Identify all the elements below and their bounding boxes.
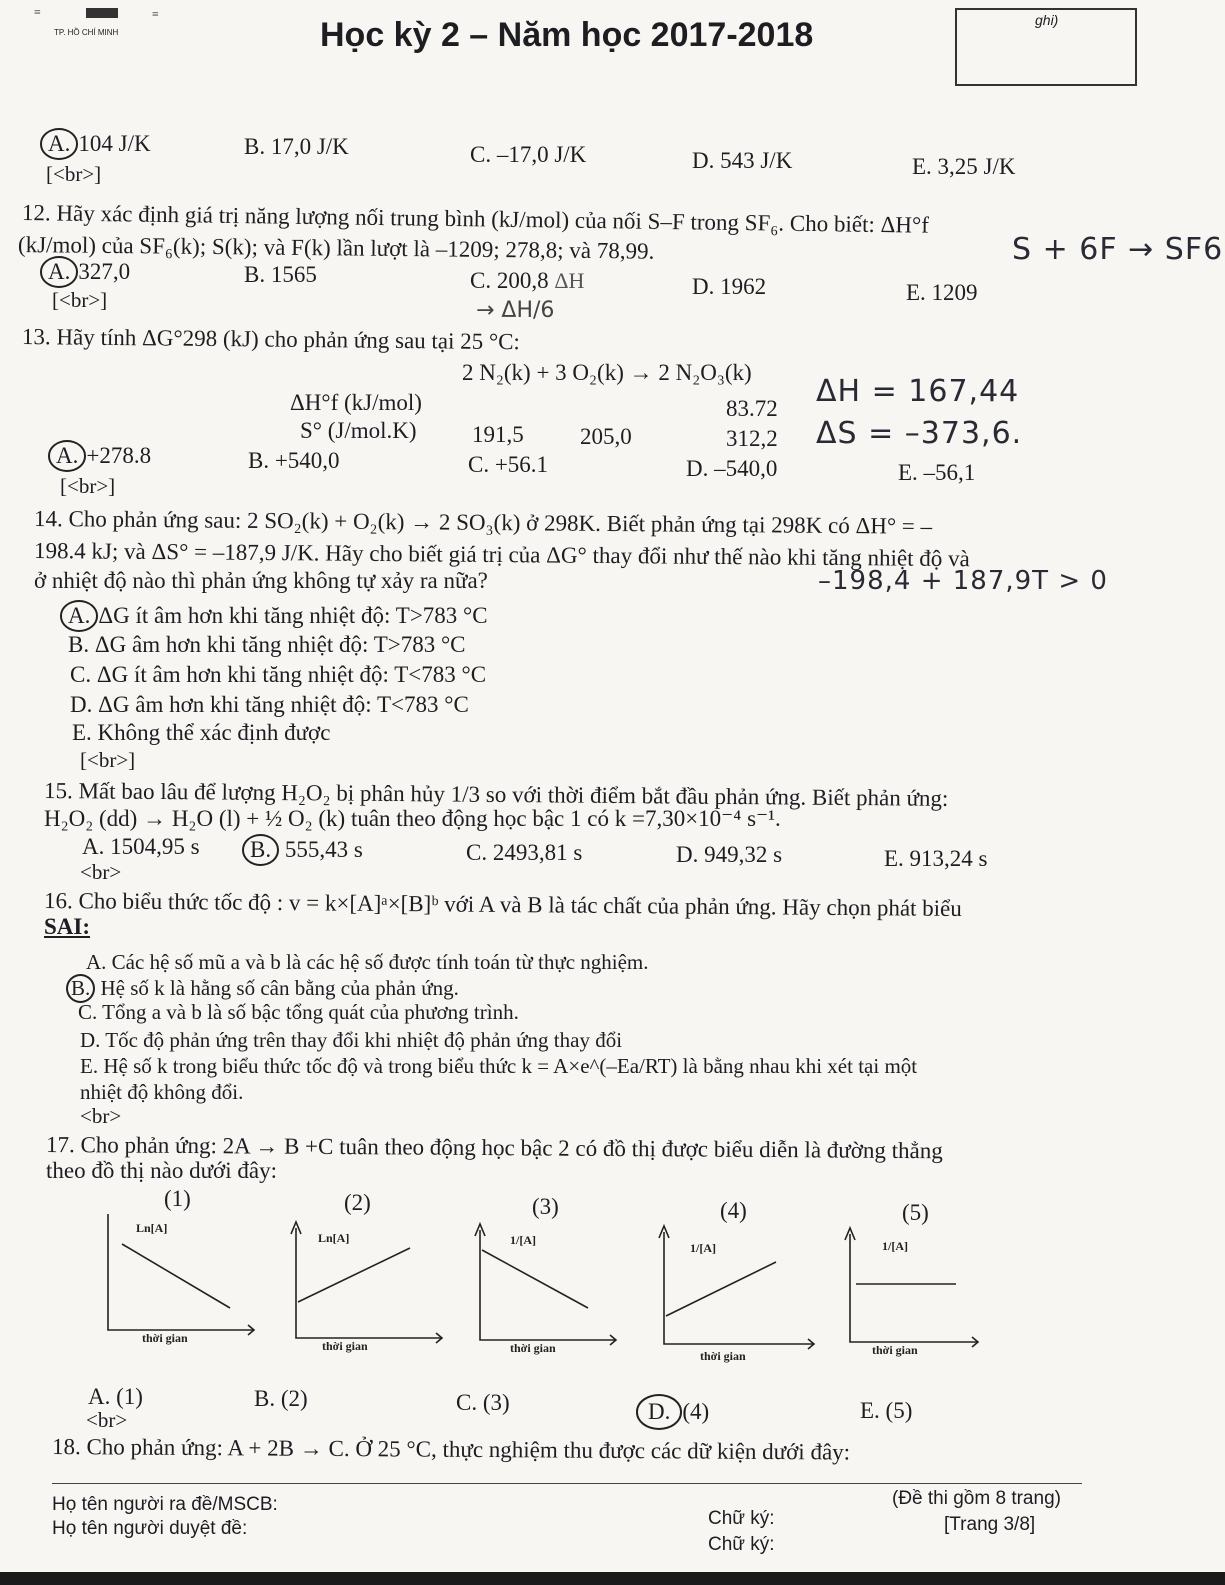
graph-1 <box>104 1214 264 1349</box>
q17-option-d: D. (4) <box>636 1394 709 1430</box>
q13-br: [<br>] <box>60 474 116 498</box>
graph-3-xlabel: thời gian <box>510 1341 556 1355</box>
q13-option-e: E. –56,1 <box>898 460 976 485</box>
q12-option-b: B. 1565 <box>244 262 317 287</box>
footer-sign-1: Chữ ký: <box>708 1508 775 1529</box>
logo-text: TP. HỒ CHÍ MINH <box>54 28 119 37</box>
q13-s-label: S° (J/mol.K) <box>300 418 417 443</box>
svg-text:≡: ≡ <box>152 7 159 21</box>
q12-note-c: ΔH <box>554 268 585 293</box>
q11-option-c: C. –17,0 J/K <box>470 142 587 167</box>
q12-option-d: D. 1962 <box>692 274 767 299</box>
graph-1-label: (1) <box>164 1186 191 1211</box>
scan-edge <box>0 1572 1225 1585</box>
q11-option-d: D. 543 J/K <box>692 148 793 173</box>
q13-dh-value: 83.72 <box>726 396 778 421</box>
q11-br: [<br>] <box>46 162 102 186</box>
q12-handwritten-note: → ΔH/6 <box>476 298 555 323</box>
q15-text-2: H₂O₂ (dd) → H₂O (l) + ½ O₂ (k) tuân theo động học bậc 1 có k =7,30×10⁻⁴ s⁻¹. <box>44 806 781 831</box>
footer-page-count: (Đề thi gồm 8 trang) <box>892 1488 1061 1509</box>
q11-option-b: B. 17,0 J/K <box>244 134 349 159</box>
q13-s-n2: 191,5 <box>472 422 524 447</box>
graph-4-axes <box>664 1232 814 1344</box>
q16-option-b: B. Hệ số k là hằng số cân bằng của phản ứng. <box>66 974 459 1003</box>
q17-option-c: C. (3) <box>456 1390 510 1415</box>
q12-option-a: A. 327,0 <box>40 256 130 288</box>
footer-sign-2: Chữ ký: <box>708 1534 775 1555</box>
q18-text: 18. Cho phản ứng: A + 2B → C. Ở 25 °C, thực nghiệm thu được các dữ kiện dưới đây: <box>51 1434 851 1465</box>
graph-2-line <box>298 1248 410 1302</box>
graph-1-line <box>122 1244 230 1308</box>
q15-option-a: A. 1504,95 s <box>82 834 200 859</box>
footer-divider <box>52 1483 1082 1484</box>
score-box-note: ghi) <box>1035 12 1059 28</box>
q14-text-3: ở nhiệt độ nào thì phản ứng không tự xảy ra nữa? <box>34 568 488 593</box>
page-title: Học kỳ 2 – Năm học 2017-2018 <box>320 16 814 54</box>
q17-text-2: theo đồ thị nào dưới đây: <box>46 1158 277 1183</box>
q14-option-d: D. ΔG âm hơn khi tăng nhiệt độ: T<783 °C <box>70 692 469 717</box>
graph-2-xlabel: thời gian <box>322 1339 368 1353</box>
q16-option-c: C. Tổng a và b là số bậc tổng quát của phương trình. <box>78 1000 519 1024</box>
q13-s-o2: 205,0 <box>580 424 632 449</box>
q14-handwritten-note: –198,4 + 187,9T > 0 <box>818 566 1108 596</box>
q12-option-c: C. 200,8 ΔH <box>470 268 585 293</box>
q12-option-e: E. 1209 <box>906 280 978 305</box>
q12-text-1: 12. Hãy xác định giá trị năng lượng nối trung bình (kJ/mol) của nối S–F trong SF₆. Cho biết: ΔH°f <box>21 200 930 238</box>
graph-2-ylabel: Ln[A] <box>318 1231 350 1245</box>
graph-4-label: (4) <box>720 1198 747 1223</box>
q14-option-e: E. Không thể xác định được <box>72 720 331 745</box>
q13-option-b: B. +540,0 <box>248 448 340 473</box>
graph-4-xlabel: thời gian <box>700 1349 746 1363</box>
q15-option-e: E. 913,24 s <box>884 846 988 871</box>
graph-1-axes <box>108 1214 254 1330</box>
q17-br: <br> <box>86 1408 128 1432</box>
graph-1-xlabel: thời gian <box>142 1331 188 1345</box>
q16-option-e-cont: nhiệt độ không đổi. <box>80 1080 244 1104</box>
q13-text: 13. Hãy tính ΔG°298 (kJ) cho phản ứng sau tại 25 °C: <box>21 324 521 355</box>
q13-handwritten-dh: ΔH = 167,44 <box>816 374 1020 409</box>
graph-4 <box>660 1226 830 1365</box>
q17-text-1: 17. Cho phản ứng: 2A → B +C tuân theo động học bậc 2 có đồ thị được biểu diễn là đường thẳng <box>45 1132 943 1164</box>
q14-option-c: C. ΔG ít âm hơn khi tăng nhiệt độ: T<783 °C <box>70 662 487 687</box>
q15-option-b: B. 555,43 s <box>242 834 363 866</box>
q17-option-b: B. (2) <box>254 1386 308 1411</box>
q14-text-2: 198.4 kJ; và ΔS° = –187,9 J/K. Hãy cho biết giá trị của ΔG° thay đổi như thế nào khi tăng nhiệt độ và <box>33 538 970 572</box>
q16-option-a: A. Các hệ số mũ a và b là các hệ số được tính toán từ thực nghiệm. <box>86 950 649 974</box>
q17-option-e: E. (5) <box>860 1398 913 1423</box>
q14-option-a: A. ΔG ít âm hơn khi tăng nhiệt độ: T>783 °C <box>60 600 488 632</box>
q13-option-a: A. +278.8 <box>48 440 151 472</box>
graph-4-line <box>666 1262 776 1316</box>
q15-br: <br> <box>80 860 122 884</box>
q13-option-c: C. +56.1 <box>468 452 549 477</box>
q12-handwritten-reaction: S + 6F → SF6 <box>1012 232 1224 267</box>
q16-option-d: D. Tốc độ phản ứng trên thay đổi khi nhiệt độ phản ứng thay đổi <box>80 1028 623 1052</box>
graph-3 <box>476 1224 636 1359</box>
q13-option-d: D. –540,0 <box>686 456 778 481</box>
graph-3-line <box>482 1250 588 1308</box>
q15-option-d: D. 949,32 s <box>676 842 783 867</box>
q15-text-1: 15. Mất bao lâu để lượng H₂O₂ bị phân hủy 1/3 so với thời điểm bắt đầu phản ứng. Biết phản ứng: <box>43 778 949 811</box>
graph-5-xlabel: thời gian <box>872 1343 918 1357</box>
graph-3-label: (3) <box>532 1194 559 1219</box>
q11-option-e: E. 3,25 J/K <box>912 154 1016 179</box>
graph-3-ylabel: 1/[A] <box>510 1233 536 1247</box>
q14-option-b: B. ΔG âm hơn khi tăng nhiệt độ: T>783 °C <box>68 632 466 657</box>
q13-dh-label: ΔH°f (kJ/mol) <box>290 390 422 415</box>
q13-reaction: 2 N₂(k) + 3 O₂(k) → 2 N₂O₃(k) <box>462 360 752 385</box>
q16-sai: SAI: <box>44 914 91 939</box>
q14-text-1: 14. Cho phản ứng sau: 2 SO₂(k) + O₂(k) → 2 SO₃(k) ở 298K. Biết phản ứng tại 298K có ΔH° = – <box>33 506 933 539</box>
q16-text-1: 16. Cho biểu thức tốc độ : v = k×[A]ᵃ×[B]ᵇ với A và B là tác chất của phản ứng. Hãy chọn phát biểu <box>43 888 962 922</box>
q11-option-a: A. 104 J/K <box>40 128 151 160</box>
graph-5-label: (5) <box>902 1200 929 1225</box>
q16-br: <br> <box>80 1104 122 1128</box>
graph-5-axes <box>850 1234 978 1342</box>
logo-graphic <box>30 4 180 44</box>
university-logo <box>30 4 180 44</box>
q13-s-n2o3: 312,2 <box>726 426 778 451</box>
q12-br: [<br>] <box>52 288 108 312</box>
footer-reviewer: Họ tên người duyệt đề: <box>52 1518 248 1539</box>
footer-author: Họ tên người ra đề/MSCB: <box>52 1494 278 1515</box>
q15-option-c: C. 2493,81 s <box>466 840 583 865</box>
graph-4-ylabel: 1/[A] <box>690 1241 716 1255</box>
graph-5-ylabel: 1/[A] <box>882 1239 908 1253</box>
q12-text-2: (kJ/mol) của SF₆(k); S(k); và F(k) lần lượt là –1209; 278,8; và 78,99. <box>17 232 655 264</box>
graph-1-ylabel: Ln[A] <box>136 1221 168 1235</box>
graph-2-label: (2) <box>344 1190 371 1215</box>
svg-text:≡: ≡ <box>34 5 41 19</box>
footer-page-number: [Trang 3/8] <box>944 1514 1036 1535</box>
q16-option-e: E. Hệ số k trong biểu thức tốc độ và trong biểu thức k = A×e^(–Ea/RT) là bằng nhau khi xét tại một <box>80 1054 918 1078</box>
q13-handwritten-ds: ΔS = –373,6. <box>816 416 1023 451</box>
q17-option-a: A. (1) <box>88 1384 143 1409</box>
graph-5 <box>846 1228 996 1363</box>
graph-3-axes <box>480 1230 616 1340</box>
score-box <box>955 8 1137 86</box>
graph-2 <box>292 1222 452 1357</box>
q14-br: [<br>] <box>80 748 136 772</box>
